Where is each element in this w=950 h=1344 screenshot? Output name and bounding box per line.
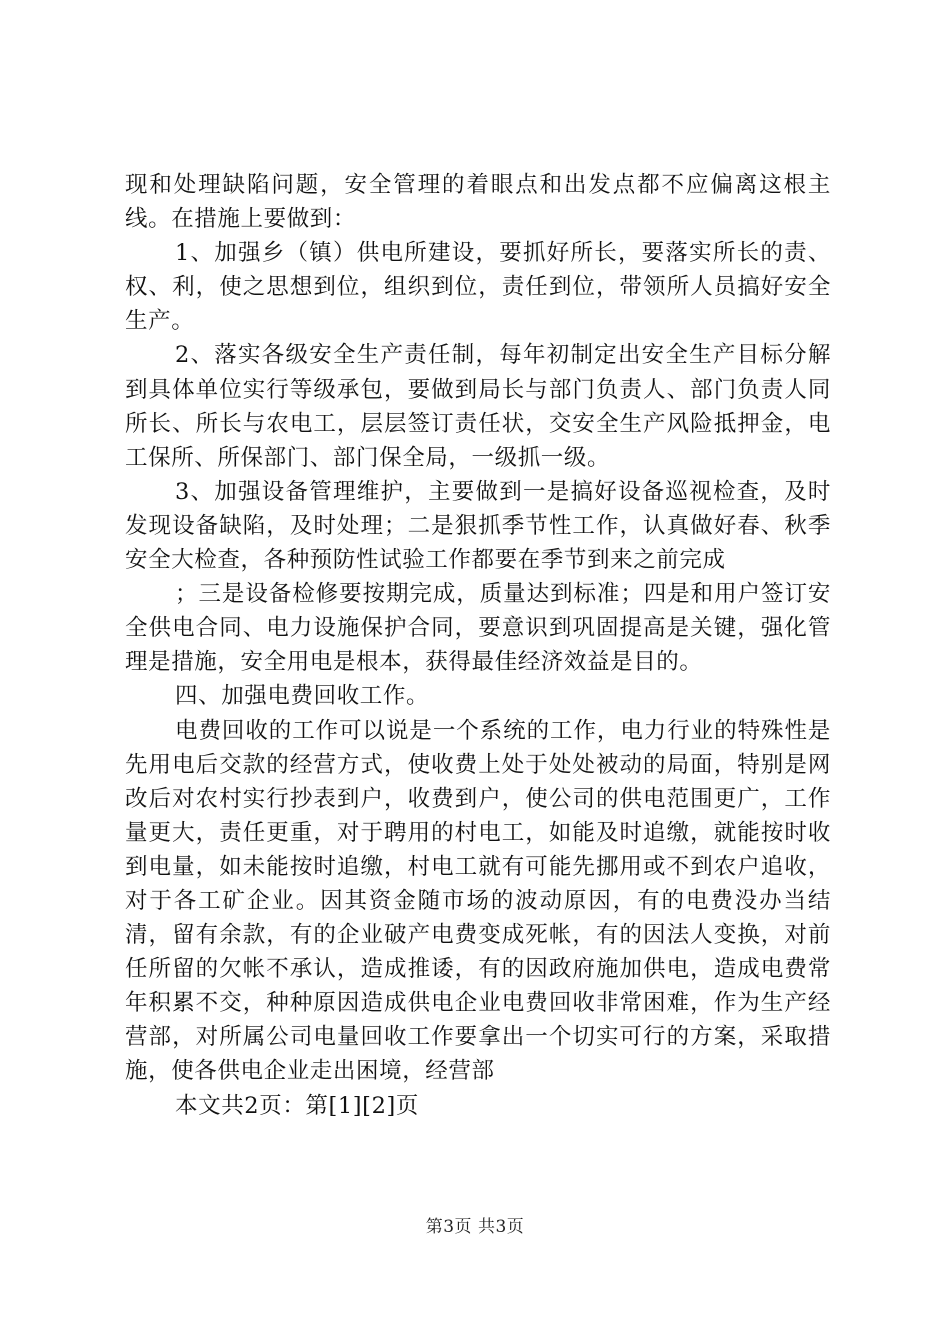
document-body [125,168,831,1123]
paragraph-item-1: 1、加强乡（镇）供电所建设，要抓好所长，要落实所长的责、权、利，使之思想到位，组织到位，责任到位，带领所人员搞好安全生产。 [125,240,831,335]
page-navigation-note: 本文共2页：第[1][2]页 [175,1092,419,1119]
paragraph-item-3-continued: ；三是设备检修要按期完成，质量达到标准；四是和用户签订安全供电合同、电力设施保护合同，要意识到巩固提高是关键，强化管理是措施，安全用电是根本，获得最佳经济效益是目的。 [125,581,831,676]
paragraph-intro: 现和处理缺陷问题，安全管理的着眼点和出发点都不应偏离这根主线。在措施上要做到： [125,172,831,233]
paragraph-item-3: 3、加强设备管理维护，主要做到一是搞好设备巡视检查，及时发现设备缺陷，及时处理；二是狠抓季节性工作，认真做好春、秋季安全大检查，各种预防性试验工作都要在季节到来之前完成 [125,478,831,574]
page-footer: 第3页 共3页 [425,1217,525,1237]
section-heading-4: 四、加强电费回收工作。 [175,683,430,710]
paragraph-fee-collection: 电费回收的工作可以说是一个系统的工作，电力行业的特殊性是先用电后交款的经营方式，使收费上处于处处被动的局面，特别是网改后对农村实行抄表到户，收费到户，使公司的供电范围更广，工作量更大，责任更重，对于聘用的村电工，如能及时追缴，就能按时收到电量，如未能按时追缴，村电工就有可能先挪用或不到农户追收，对于各工矿企业。因其资金随市场的波动原因，有的电费没办当结清，留有余款，有的企业破产电费变成死帐，有的因法人变换，对前任所留的欠帐不承认，造成推诿，有的因政府施加供电，造成电费常年积累不交，种种原因造成供电企业电费回收非常困难，作为生产经营部，对所属公司电量回收工作要拿出一个切实可行的方案，采取措施，使各供电企业走出困境，经营部 [125,717,831,1085]
paragraph-item-2: 2、落实各级安全生产责任制，每年初制定出安全生产目标分解到具体单位实行等级承包，要做到局长与部门负责人、部门负责人同所长、所长与农电工，层层签订责任状，交安全生产风险抵押金，电工保所、所保部门、部门保全局，一级抓一级。 [125,342,831,471]
